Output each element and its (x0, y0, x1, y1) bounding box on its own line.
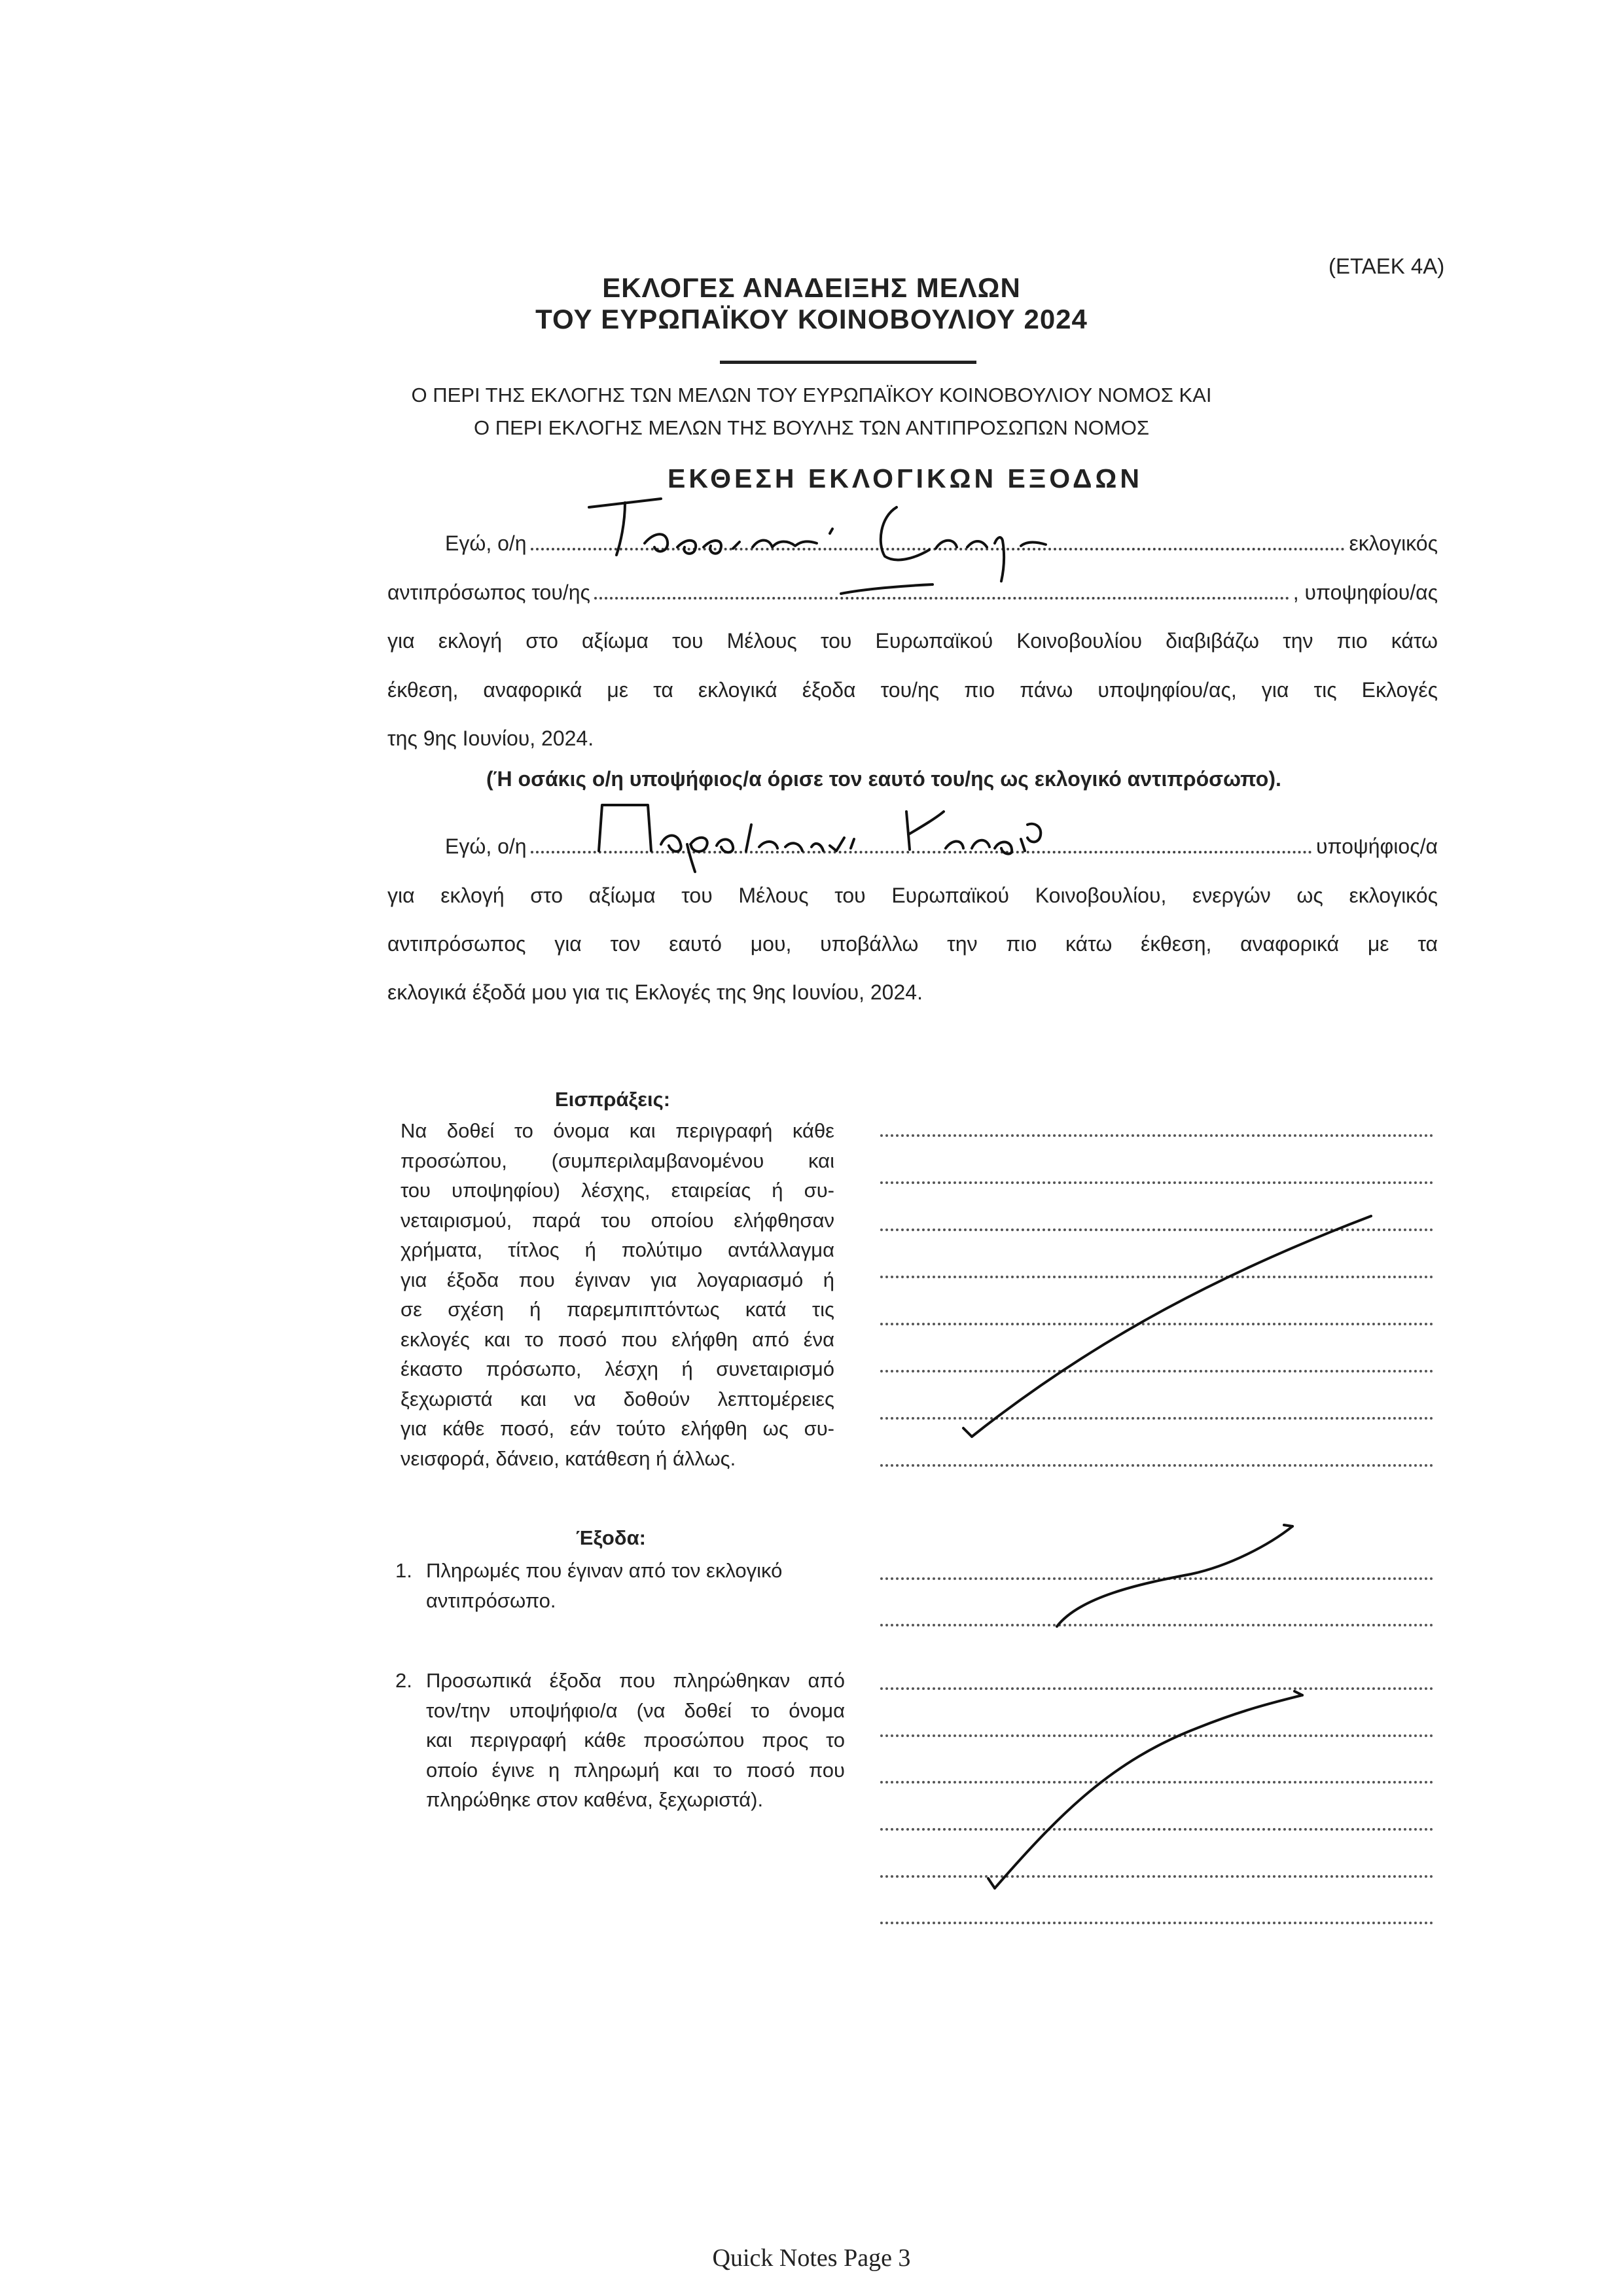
title-line-2: ΤΟΥ ΕΥΡΩΠΑΪΚΟΥ ΚΟΙΝΟΒΟΥΛΙΟΥ 2024 (535, 304, 1088, 334)
receipts-line: για κάθε ποσό, εάν τούτο ελήφθη ως συ- (401, 1417, 834, 1440)
report-heading: ΕΚΘΕΣΗ ΕΚΛΟΓΙΚΩΝ ΕΞΟΔΩΝ (668, 463, 1143, 493)
candidate-name-handwriting (599, 805, 1041, 872)
candidate-text-line-4: εκλογικά έξοδά μου για τις Εκλογές της 9ης Ιουνίου, 2024. (387, 980, 923, 1004)
self-agent-note: (Ή οσάκις ο/η υποψήφιος/α όρισε τον εαυτό του/ης ως εκλογικό αντιπρόσωπο). (486, 767, 1281, 791)
agent-candidate-strike (841, 584, 933, 594)
receipts-strike-hook (963, 1428, 972, 1437)
receipts-line: προσώπου, (συμπεριλαμβανομένου και (401, 1149, 834, 1172)
agent-word: εκλογικός (1349, 531, 1438, 555)
agent-of-label: αντιπρόσωπος του/ης (387, 581, 590, 604)
receipts-line: νεισφορά, δάνειο, κατάθεση ή άλλως. (401, 1446, 736, 1470)
receipts-title: Εισπράξεις: (555, 1088, 671, 1111)
expenses-item-1-line: αντιπρόσωπο. (426, 1588, 556, 1612)
expenses-item-2-line: οποίο έγινε η πληρωμή και το ποσό που (426, 1758, 845, 1782)
expenses-item-2-strike-end (988, 1691, 1302, 1888)
law-line-1: Ο ΠΕΡΙ ΤΗΣ ΕΚΛΟΓΗΣ ΤΩΝ ΜΕΛΩΝ ΤΟΥ ΕΥΡΩΠΑΪΚΟΥ ΚΟΙΝΟΒΟΥΛΙΟΥ ΝΟΜΟΣ ΚΑΙ (411, 384, 1212, 406)
receipts-line: σε σχέση ή παρεμπιπτόντως κατά τις (401, 1298, 834, 1321)
expenses-title: Έξοδα: (576, 1526, 646, 1549)
expenses-item-1-strike (1057, 1526, 1293, 1626)
agent-name-handwriting (589, 499, 1046, 581)
law-line-2: Ο ΠΕΡΙ ΕΚΛΟΓΗΣ ΜΕΛΩΝ ΤΗΣ ΒΟΥΛΗΣ ΤΩΝ ΑΝΤΙΠΡΟΣΩΠΩΝ ΝΟΜΟΣ (474, 416, 1149, 439)
candidate-text-line-2: για εκλογή στο αξίωμα του Μέλους του Ευρωπαϊκού Κοινοβουλίου, ενεργών ως εκλογικός (387, 884, 1438, 907)
page-footer: Quick Notes Page 3 (712, 2244, 911, 2272)
expenses-item-1-number: 1. (395, 1559, 412, 1582)
receipts-line: νεταιρισμού, παρά του οποίου ελήφθησαν (401, 1208, 834, 1232)
receipts-line: ξεχωριστά και να δοθούν λεπτομέρειες (401, 1387, 834, 1410)
form-code: (ΕΤΑΕΚ 4Α) (1329, 254, 1445, 278)
receipts-line: εκλογές και το ποσό που ελήφθη από ένα (401, 1327, 834, 1351)
expenses-item-2-number: 2. (395, 1669, 412, 1692)
agent-text-line-4: έκθεση, αναφορικά με τα εκλογικά έξοδα του/ης πιο πάνω υποψηφίου/ας, για τις Εκλογές (387, 678, 1438, 702)
expenses-item-2-strike (995, 1695, 1302, 1888)
agent-of-right-label: , υποψηφίου/ας (1293, 581, 1438, 604)
receipts-strike-line (972, 1216, 1371, 1437)
candidate-word: υποψήφιος/α (1316, 834, 1438, 858)
title-line-1: ΕΚΛΟΓΕΣ ΑΝΑΔΕΙΞΗΣ ΜΕΛΩΝ (602, 272, 1021, 303)
receipts-line: χρήματα, τίτλος ή πολύτιμο αντάλλαγμα (401, 1238, 834, 1261)
expenses-item-2-line: και περιγραφή κάθε προσώπου προς το (426, 1729, 845, 1751)
expenses-item-2-line: τον/την υποψήφιο/α (να δοθεί το όνομα (426, 1698, 845, 1722)
agent-ego-label: Εγώ, ο/η (445, 531, 527, 555)
expenses-item-1-line: Πληρωμές που έγιναν από τον εκλογικό (426, 1559, 783, 1582)
receipts-line: για έξοδα που έγιναν για λογαριασμό ή (401, 1268, 834, 1291)
expenses-item-2-line: πληρώθηκε στον καθένα, ξεχωριστά). (426, 1788, 764, 1811)
agent-text-line-3: για εκλογή στο αξίωμα του Μέλους του Ευρωπαϊκού Κοινοβουλίου διαβιβάζω την πιο κάτω (387, 629, 1438, 653)
receipts-line: Να δοθεί το όνομα και περιγραφή κάθε (401, 1119, 834, 1142)
candidate-text-line-3: αντιπρόσωπος για τον εαυτό μου, υποβάλλω την πιο κάτω έκθεση, αναφορικά με τα (387, 932, 1438, 956)
expenses-item-2-line: Προσωπικά έξοδα που πληρώθηκαν από (426, 1669, 845, 1692)
expenses-item-1-strike-end (1284, 1525, 1293, 1526)
candidate-ego-label: Εγώ, ο/η (445, 834, 527, 858)
receipts-line: του υποψηφίου) λέσχης, εταιρείας ή συ- (401, 1179, 834, 1202)
receipts-line: έκαστο πρόσωπο, λέσχη ή συνεταιρισμό (401, 1357, 834, 1380)
agent-text-line-5: της 9ης Ιουνίου, 2024. (387, 726, 594, 750)
